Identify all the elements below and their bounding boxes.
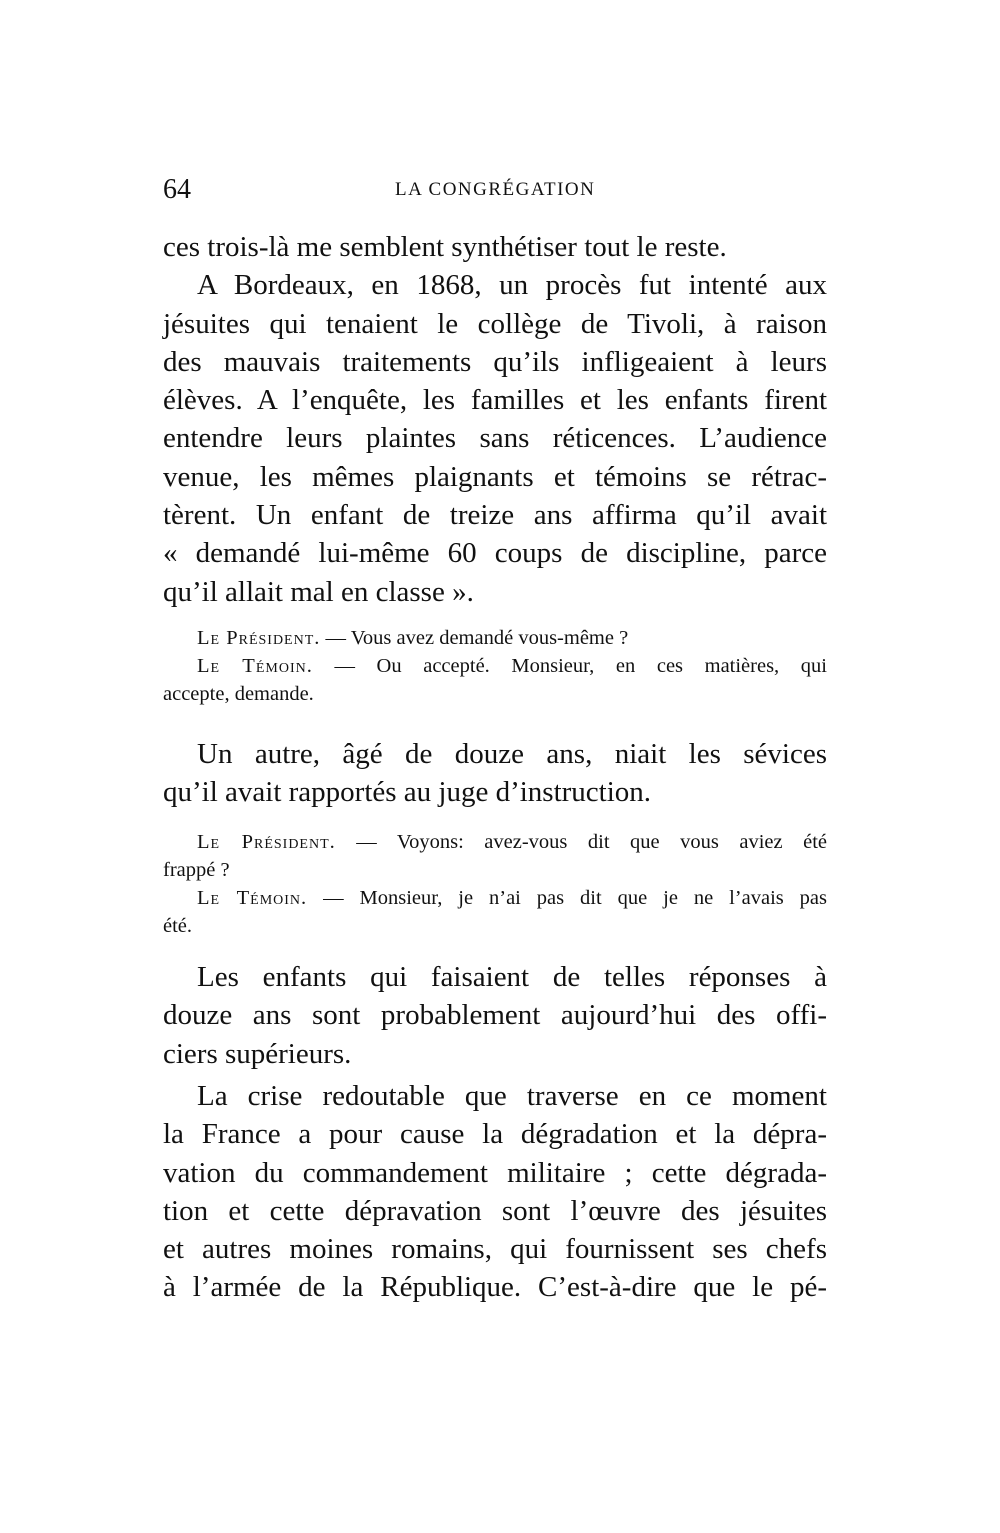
speaker-name: Le Président. <box>197 831 336 853</box>
text-line: à l’armée de la République. C’est-à-dire que le pé- <box>163 1271 827 1304</box>
speaker-name: Le Témoin. <box>197 887 308 909</box>
text-line: Un autre, âgé de douze ans, niait les sévices <box>197 738 827 770</box>
text-line: « demandé lui-même 60 coups de discipline, parce <box>163 537 827 570</box>
text-line: des mauvais traitements qu’ils infligeaient à leurs <box>163 345 827 378</box>
text-line: Les enfants qui faisaient de telles réponses à <box>197 961 827 993</box>
text-line: vation du commandement militaire ; cette dégrada- <box>163 1156 827 1189</box>
text-line: élèves. A l’enquête, les familles et les enfants firent <box>163 384 827 417</box>
text-line: venue, les mêmes plaignants et témoins se rétrac- <box>163 460 827 493</box>
running-title: LA CONGRÉGATION <box>395 179 596 200</box>
page-header <box>163 172 827 208</box>
text-line: la France a pour cause la dégradation et la dépra- <box>163 1118 827 1151</box>
text-line: A Bordeaux, en 1868, un procès fut intenté aux <box>197 269 827 302</box>
text-line: tion et cette dépravation sont l’œuvre des jésuites <box>163 1194 827 1227</box>
dialogue-text: — Voyons: avez-vous dit que vous aviez été <box>356 831 828 853</box>
dialogue-line <box>163 828 827 856</box>
paragraph-crisis <box>163 1077 827 1307</box>
dialogue-line <box>163 624 827 652</box>
paragraph-opening <box>163 228 827 611</box>
text-line: douze ans sont probablement aujourd’hui des offi- <box>163 999 827 1032</box>
dialogue-block <box>163 828 827 940</box>
dialogue-line <box>163 884 827 912</box>
text-line: entendre leurs plaintes sans réticences. L’audience <box>163 422 827 455</box>
dialogue-line: accepte, demande. <box>163 683 314 705</box>
dialogue-line <box>163 652 827 680</box>
paragraph-conclusion-children <box>163 958 827 1073</box>
page-number: 64 <box>163 174 191 205</box>
text-line: qu’il allait mal en classe ». <box>163 575 474 608</box>
text-line: qu’il avait rapportés au juge d’instruction. <box>163 776 652 809</box>
text-line: La crise redoutable que traverse en ce moment <box>197 1080 827 1112</box>
text-line: tèrent. Un enfant de treize ans affirma qu’il avait <box>163 499 827 532</box>
dialogue-line: frappé ? <box>163 859 230 881</box>
paragraph-second-child <box>163 735 827 812</box>
text-line: ces trois-là me semblent synthétiser tout le reste. <box>163 231 727 263</box>
text-line: ciers supérieurs. <box>163 1037 352 1070</box>
dialogue-text: — Ou accepté. Monsieur, en ces matières, qui <box>334 655 827 677</box>
speaker-name: Le Président. <box>197 627 321 649</box>
dialogue-text: — Monsieur, je n’ai pas dit que je ne l’avais pas <box>323 887 827 909</box>
dialogue-line: été. <box>163 915 193 937</box>
dialogue-block <box>163 624 827 708</box>
dialogue-text: — Vous avez demandé vous-même ? <box>325 627 629 649</box>
text-line: jésuites qui tenaient le collège de Tivoli, à raison <box>163 307 827 340</box>
speaker-name: Le Témoin. <box>197 655 313 677</box>
text-line: et autres moines romains, qui fournissent ses chefs <box>163 1233 827 1266</box>
